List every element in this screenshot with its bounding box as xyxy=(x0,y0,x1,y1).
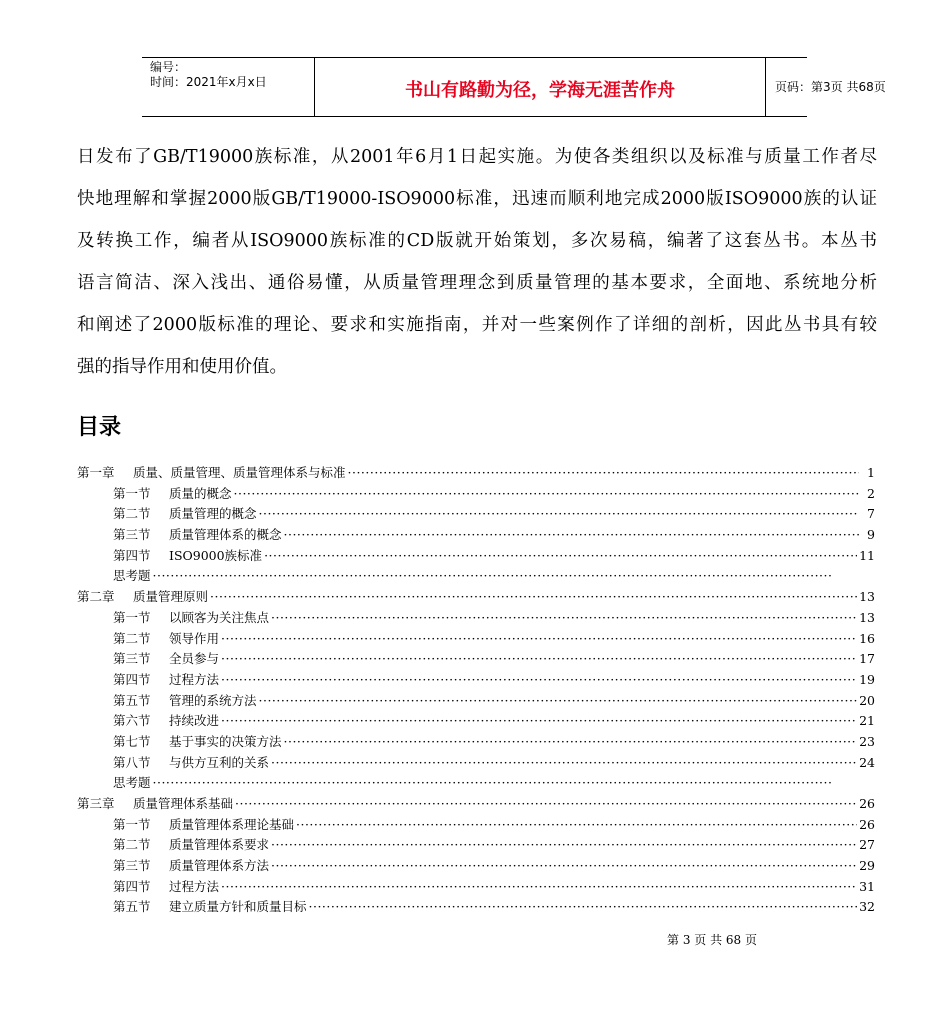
toc-section-row[interactable] xyxy=(77,877,875,898)
toc-leader-dots xyxy=(348,463,859,484)
toc-leader-dots xyxy=(210,587,857,608)
header-motto-cell xyxy=(314,58,766,116)
toc-leader-dots xyxy=(221,629,857,650)
toc-section-row[interactable] xyxy=(77,525,875,546)
toc-entry-number: 第四节 xyxy=(113,671,151,687)
toc-entry-number: 第二节 xyxy=(113,837,151,853)
toc-entry-title: 质量管理体系的概念 xyxy=(169,527,282,543)
toc-entry-number: 第六节 xyxy=(113,713,151,729)
toc-entry-page: 7 xyxy=(867,506,875,522)
toc-section-row[interactable] xyxy=(77,608,875,629)
paragraph-line: 日发布了GB/T19000族标准，从2001年6月1日起实施。为使各类组织以及标准与质量工作者尽 xyxy=(77,147,877,167)
header-page-label: 页码：第3页 共68页 xyxy=(775,80,886,94)
toc-leader-dots xyxy=(271,608,857,629)
toc-entry-page: 29 xyxy=(859,858,875,874)
toc-entry-number: 第一节 xyxy=(113,609,151,625)
toc-entry-page: 11 xyxy=(859,547,875,563)
header-motto: 书山有路勤为径，学海无涯苦作舟 xyxy=(405,80,675,101)
toc-entry-page: 26 xyxy=(859,816,875,832)
toc-entry-number: 第三节 xyxy=(113,527,151,543)
toc-entry-number: 第三节 xyxy=(113,651,151,667)
header-number-label: 编号： xyxy=(150,60,187,74)
toc-section-row[interactable] xyxy=(77,691,875,712)
toc-leader-dots xyxy=(221,877,857,898)
toc-entry-number: 第二章 xyxy=(77,589,115,605)
toc-entry-title: 全员参与 xyxy=(169,651,220,667)
page-header xyxy=(142,57,886,117)
toc-leader-dots xyxy=(296,815,857,836)
toc-entry-title: 质量管理体系基础 xyxy=(133,796,234,811)
toc-entry-page: 1 xyxy=(867,465,875,480)
toc-entry-page: 23 xyxy=(859,733,875,749)
toc-entry-number: 第二节 xyxy=(113,630,151,646)
toc-leader-dots xyxy=(235,794,857,815)
toc-entry-page: 31 xyxy=(859,878,875,894)
toc-section-row[interactable] xyxy=(77,649,875,670)
toc-entry-number: 第一节 xyxy=(113,816,151,832)
toc-chapter-row[interactable] xyxy=(77,794,875,815)
toc-entry-number: 第七节 xyxy=(113,733,151,749)
paragraph-line: 强的指导作用和使用价值。 xyxy=(77,357,287,377)
toc-entry-title: 质量管理体系要求 xyxy=(169,837,270,853)
toc-leader-dots xyxy=(221,670,857,691)
toc-entry-page: 21 xyxy=(859,713,875,729)
toc-entry-title: 领导作用 xyxy=(169,630,220,646)
toc-section-row[interactable] xyxy=(77,484,875,505)
body-paragraph xyxy=(77,140,877,392)
page-footer: 第 3 页 共 68 页 xyxy=(667,933,757,947)
toc-chapter-row[interactable] xyxy=(77,463,875,484)
toc-entry-page: 32 xyxy=(859,899,875,915)
toc-section-row[interactable] xyxy=(77,546,875,567)
paragraph-line: 快地理解和掌握2000版GB/T19000-ISO9000标准，迅速而顺利地完成2000版ISO9000族的认证 xyxy=(77,189,877,209)
toc-entry-page: 13 xyxy=(859,589,875,605)
toc-entry-page: 27 xyxy=(859,837,875,853)
toc-leader-dots xyxy=(221,711,857,732)
toc-entry-number: 第五节 xyxy=(113,692,151,708)
toc-section-row[interactable] xyxy=(77,504,875,525)
toc-entry-title: 持续改进 xyxy=(169,713,220,729)
toc-entry-page: 17 xyxy=(859,651,875,667)
toc-leader-dots xyxy=(264,546,857,567)
toc-entry-title: 基于事实的决策方法 xyxy=(169,733,282,749)
paragraph-line: 和阐述了2000版标准的理论、要求和实施指南，并对一些案例作了详细的剖析，因此丛书具有较 xyxy=(77,315,877,335)
toc-entry-page: 20 xyxy=(859,692,875,708)
toc-entry-title: 质量管理原则 xyxy=(133,589,209,605)
toc-entry-title: 质量管理体系理论基础 xyxy=(169,816,295,832)
toc-section-row[interactable] xyxy=(77,711,875,732)
toc-entry-title: 与供方互利的关系 xyxy=(169,754,270,770)
toc-entry-page: 13 xyxy=(859,609,875,625)
toc-leader-dots xyxy=(271,753,857,774)
toc-leader-dots xyxy=(271,856,857,877)
toc-entry-page: 16 xyxy=(859,630,875,646)
toc-entry-page: 26 xyxy=(859,796,875,811)
toc-entry-title: 质量管理体系方法 xyxy=(169,858,270,874)
toc-entry-page: 2 xyxy=(867,485,875,501)
toc-leader-dots xyxy=(259,691,858,712)
toc-entry-number: 第一章 xyxy=(77,465,115,480)
paragraph-line: 及转换工作，编者从ISO9000族标准的CD版就开始策划，多次易稿，编著了这套丛书。本丛书 xyxy=(77,231,877,251)
toc-entry-title: 过程方法 xyxy=(169,878,220,894)
toc-entry-title: 质量、质量管理、质量管理体系与标准 xyxy=(133,465,346,480)
toc-entry-number: 第五节 xyxy=(113,899,151,915)
toc-entry-page: 19 xyxy=(859,671,875,687)
toc-section-row[interactable] xyxy=(77,629,875,650)
toc-entry-number: 第一节 xyxy=(113,485,151,501)
toc-entry-title: 建立质量方针和质量目标 xyxy=(169,899,307,915)
table-of-contents xyxy=(77,463,875,918)
toc-entry-page: 9 xyxy=(867,527,875,543)
toc-entry-number: 第四节 xyxy=(113,547,151,563)
toc-entry-page: 24 xyxy=(859,754,875,770)
toc-leader-dots xyxy=(309,897,858,918)
toc-leader-dots xyxy=(259,504,859,525)
header-info-cell xyxy=(142,58,314,116)
toc-leader-dots xyxy=(284,525,859,546)
toc-section-row[interactable] xyxy=(77,897,875,918)
toc-entry-number: 第八节 xyxy=(113,754,151,770)
toc-section-row[interactable] xyxy=(77,815,875,836)
toc-section-row[interactable] xyxy=(77,856,875,877)
toc-section-row[interactable] xyxy=(77,566,875,587)
toc-leader-dots xyxy=(234,484,859,505)
toc-entry-title: ISO9000族标准 xyxy=(169,547,263,563)
toc-entry-title: 以顾客为关注焦点 xyxy=(169,609,270,625)
toc-entry-number: 第三章 xyxy=(77,796,115,811)
toc-entry-title: 管理的系统方法 xyxy=(169,692,257,708)
toc-section-row[interactable] xyxy=(77,753,875,774)
toc-leader-dots xyxy=(271,835,857,856)
toc-entry-number: 第四节 xyxy=(113,878,151,894)
toc-section-row[interactable] xyxy=(77,670,875,691)
toc-entry-number: 第三节 xyxy=(113,858,151,874)
toc-leader-dots xyxy=(153,773,859,794)
toc-leader-dots xyxy=(284,732,858,753)
toc-entry-title: 过程方法 xyxy=(169,671,220,687)
toc-entry-title: 思考题 xyxy=(113,568,151,584)
toc-entry-title: 思考题 xyxy=(113,775,151,791)
toc-heading: 目录 xyxy=(77,415,122,440)
toc-leader-dots xyxy=(221,649,857,670)
toc-section-row[interactable] xyxy=(77,732,875,753)
toc-leader-dots xyxy=(153,566,859,587)
toc-chapter-row[interactable] xyxy=(77,587,875,608)
toc-section-row[interactable] xyxy=(77,835,875,856)
toc-entry-title: 质量的概念 xyxy=(169,485,232,501)
toc-entry-number: 第二节 xyxy=(113,506,151,522)
header-time-label: 时间：2021年x月x日 xyxy=(150,75,267,89)
paragraph-line: 语言简洁、深入浅出、通俗易懂，从质量管理理念到质量管理的基本要求，全面地、系统地分析 xyxy=(77,273,877,293)
toc-section-row[interactable] xyxy=(77,773,875,794)
toc-entry-title: 质量管理的概念 xyxy=(169,506,257,522)
